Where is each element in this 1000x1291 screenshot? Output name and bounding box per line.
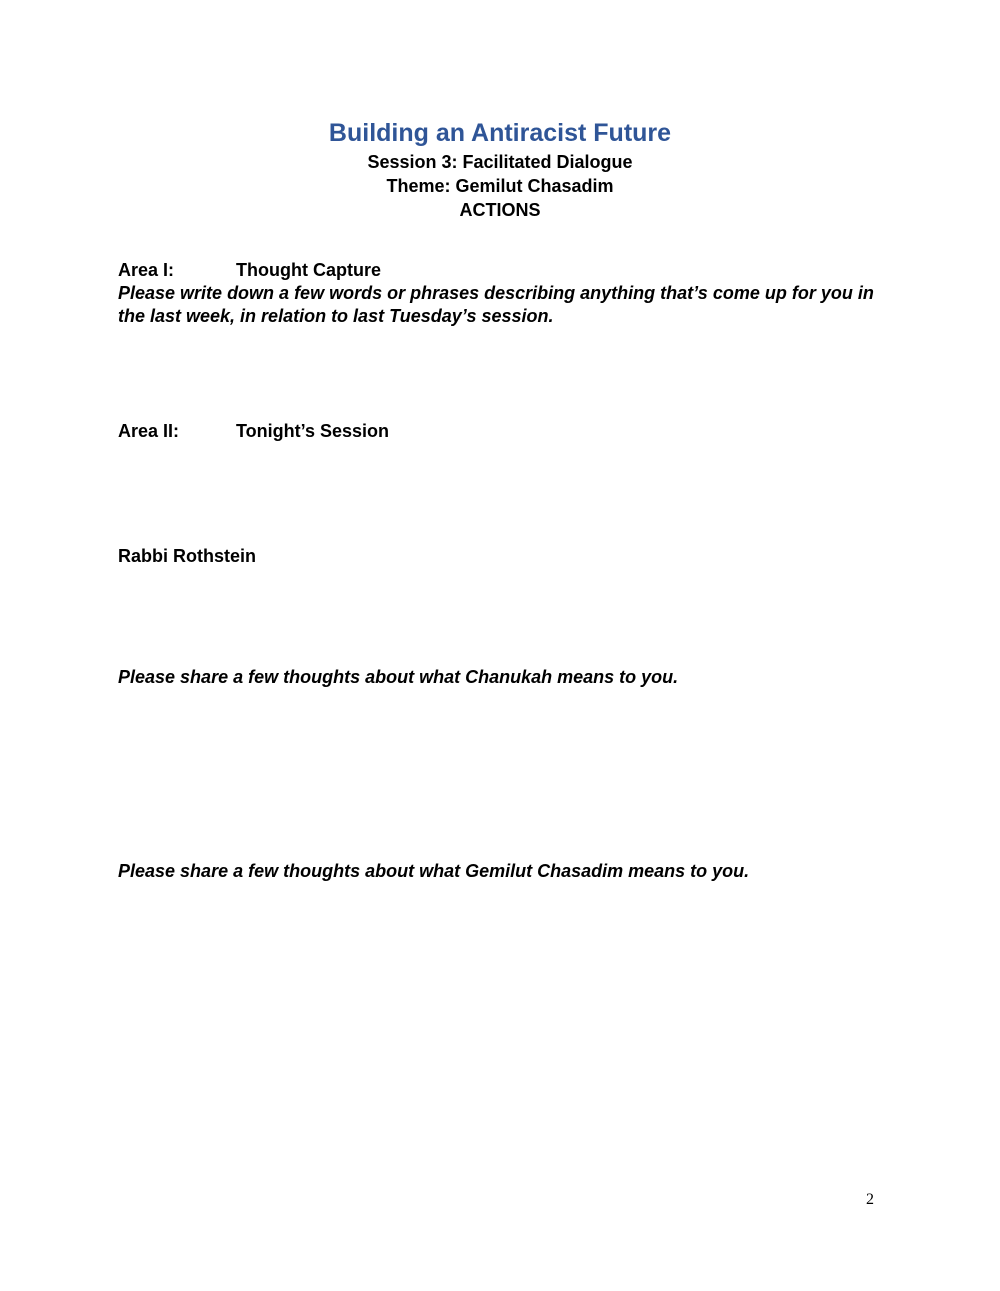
speaker-name: Rabbi Rothstein (118, 546, 256, 566)
area-1-label: Area I: (118, 260, 175, 280)
area-1-prompt: Please write down a few words or phrases describing anything that’s come up for you in the last week, in relation to last Tuesday’s session. (118, 283, 874, 326)
document-title: Building an Antiracist Future (328, 119, 672, 147)
area-2-title: Tonight’s Session (236, 421, 390, 441)
gemilut-chasadim-prompt: Please share a few thoughts about what Gemilut Chasadim means to you. (118, 861, 750, 881)
chanukah-prompt: Please share a few thoughts about what Chanukah means to you. (118, 667, 679, 687)
session-subtitle: Session 3: Facilitated Dialogue (367, 152, 633, 172)
theme-subtitle: Theme: Gemilut Chasadim (386, 176, 614, 196)
area-2-label: Area II: (118, 421, 180, 441)
actions-subtitle: ACTIONS (459, 200, 541, 220)
page-number: 2 (866, 1191, 874, 1208)
area-1-title: Thought Capture (236, 260, 381, 280)
